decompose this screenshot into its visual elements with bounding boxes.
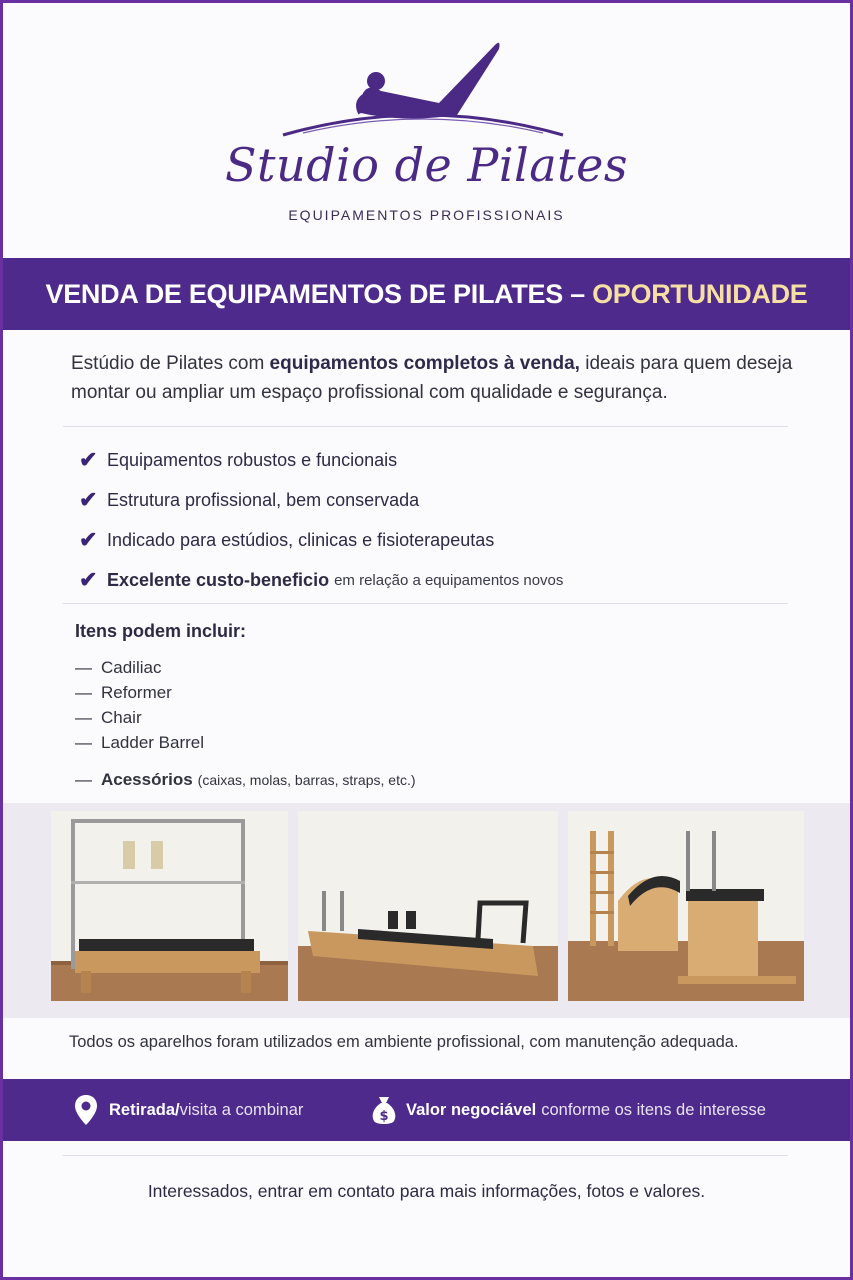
item-label: Cadiliac xyxy=(101,657,162,677)
checkmark-icon: ✔ xyxy=(79,567,98,592)
check-extra: em relação a equipamentos novos xyxy=(334,571,564,589)
intro-bold: equipamentos completos à venda, xyxy=(269,353,580,374)
dash: — xyxy=(75,657,92,677)
checkmark-icon: ✔ xyxy=(79,447,98,472)
headline-main: VENDA DE EQUIPAMENTOS DE PILATES – xyxy=(45,278,593,309)
check-item xyxy=(79,440,819,480)
items-title: Itens podem incluir: xyxy=(75,621,247,641)
item-detail: (caixas, molas, barras, straps, etc.) xyxy=(197,771,416,788)
headline-highlight: OPORTUNIDADE xyxy=(592,278,808,309)
item-label: Chair xyxy=(101,707,142,727)
pickup-info xyxy=(73,1079,303,1141)
check-item xyxy=(79,480,819,520)
check-text: Indicado para estúdios, clinicas e fisioterapeutas xyxy=(107,529,495,550)
value-text: conforme os itens de interesse xyxy=(541,1100,766,1119)
photo-strip xyxy=(3,803,850,1018)
list-item xyxy=(75,767,416,792)
dash: — xyxy=(75,732,92,752)
divider xyxy=(63,426,788,427)
logo-area xyxy=(3,3,850,258)
contact-line: Interessados, entrar em contato para mais informações, fotos e valores. xyxy=(147,1181,706,1201)
cadillac-photo xyxy=(51,811,288,1001)
divider xyxy=(63,1155,788,1156)
value-bold: Valor negociável xyxy=(406,1100,537,1119)
check-text: Excelente custo-beneficio xyxy=(107,569,330,590)
headline xyxy=(46,279,808,310)
chair-barrel-photo xyxy=(568,811,804,1001)
svg-text:$: $ xyxy=(379,1109,389,1124)
check-text: Equipamentos robustos e funcionais xyxy=(107,449,398,470)
reformer-photo xyxy=(298,811,558,1001)
intro-paragraph xyxy=(71,349,811,407)
dash: — xyxy=(75,707,92,727)
list-item xyxy=(75,730,416,755)
dash: — xyxy=(75,682,92,702)
items-list xyxy=(75,655,416,792)
money-bag-icon xyxy=(370,1094,398,1126)
checkmark-icon: ✔ xyxy=(79,527,98,552)
item-label: Reformer xyxy=(101,682,172,702)
checklist xyxy=(79,440,819,600)
list-item xyxy=(75,680,416,705)
divider xyxy=(63,603,788,604)
headline-banner xyxy=(3,258,850,330)
check-text: Estrutura profissional, bem conservada xyxy=(107,489,420,510)
pilates-woman-logo-icon xyxy=(243,33,603,143)
checkmark-icon: ✔ xyxy=(79,487,98,512)
check-item xyxy=(79,520,819,560)
check-item xyxy=(79,560,819,600)
list-item xyxy=(75,655,416,680)
intro-text-1: Estúdio de Pilates com xyxy=(71,353,270,374)
location-pin-icon xyxy=(73,1094,99,1126)
footer-bar xyxy=(3,1079,850,1141)
item-label: Ladder Barrel xyxy=(101,732,205,752)
value-info xyxy=(370,1079,766,1141)
pickup-bold: Retirada/ xyxy=(109,1100,180,1119)
flyer-page xyxy=(3,3,850,1277)
intro-text-2: ideais para quem deseja montar ou ampliar um espaço profissional com qualidade e segurança. xyxy=(71,353,793,403)
pickup-text: visita a combinar xyxy=(179,1100,304,1119)
brand-name: Studio de Pilates xyxy=(224,138,628,192)
maintenance-note: Todos os aparelhos foram utilizados em ambiente profissional, com manutenção adequada. xyxy=(69,1033,739,1051)
dash: — xyxy=(75,769,92,789)
brand-tagline: EQUIPAMENTOS PROFISSIONAIS xyxy=(288,207,565,223)
list-item xyxy=(75,705,416,730)
item-label: Acessórios xyxy=(101,769,193,789)
